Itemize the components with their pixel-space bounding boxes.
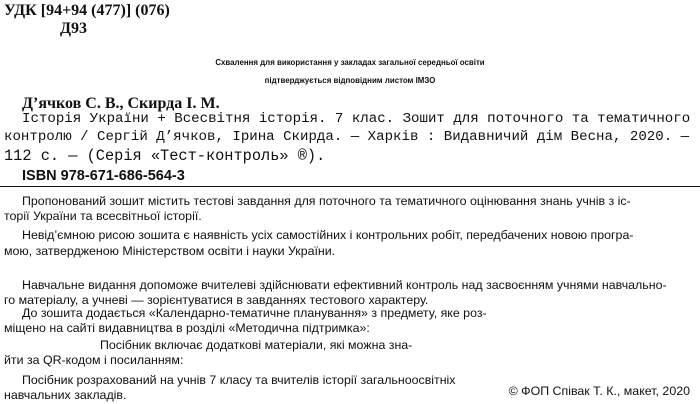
annotation-p1-line1: Пропонований зошит містить тестові завдання для поточного та тематичного оцінювання знань учнів з іс- [22,194,631,208]
annotation-p4-line2: міщено на сайті видавництва в розділі «Методична підтримка»: [4,321,370,335]
annotation-p5-line2: йти за QR-кодом і посиланням: [4,353,184,367]
citation-line-3: 112 с. — (Серія «Тест-контроль» ®). [4,147,326,165]
annotation-p1-line2: торії України та всесвітньої історії. [4,209,202,223]
annotation-p6-line1: Посібник розрахований на учнів 7 класу та вчителів історії загальноосвітніх [22,373,456,387]
annotation-p4-line1: До зошита додається «Календарно-тематичне планування» з предмету, яке роз- [22,306,487,320]
authors: Д’ячков С. В., Скирда І. М. [22,95,220,112]
annotation-p2-line2: мою, затвердженою Міністерством освіти і науки України. [4,244,336,258]
citation-line-1: Історія України + Всесвітня історія. 7 клас. Зошит для поточного та тематичного [22,111,691,127]
annotation-p3-line1: Навчальне видання допоможе вчителеві здійснювати ефективний контроль над засвоєнням учнями навчально- [22,278,667,292]
udk-code: УДК [94+94 (477)] (076) [4,2,170,19]
annotation-p2-line1: Невід’ємною рисою зошита є наявність усіх самостійних і контрольних робіт, передбачених новою програ- [22,228,634,242]
citation-line-2: контролю / Сергій Д’ячков, Ірина Скирда. — Харків : Видавничий дім Весна, 2020. — [4,129,690,145]
isbn: ISBN 978-671-686-564-3 [22,168,185,184]
author-sign-code: Д93 [60,20,88,37]
divider-rule [0,186,700,187]
copyright: © ФОП Співак Т. К., макет, 2020 [508,384,690,398]
annotation-p5-line1: Посібник включає додаткові матеріали, які можна зна- [100,338,413,352]
approval-line-1: Схвалення для використання у закладах загальної середньої освіти [215,58,485,67]
annotation-p6-line2: навчальних закладів. [4,388,127,402]
approval-line-2: підтверджується відповідним листом ІМЗО [264,76,436,85]
annotation-p3-line2: го матеріалу, а учневі — зорієнтуватися в завданнях тестового характеру. [4,293,429,307]
